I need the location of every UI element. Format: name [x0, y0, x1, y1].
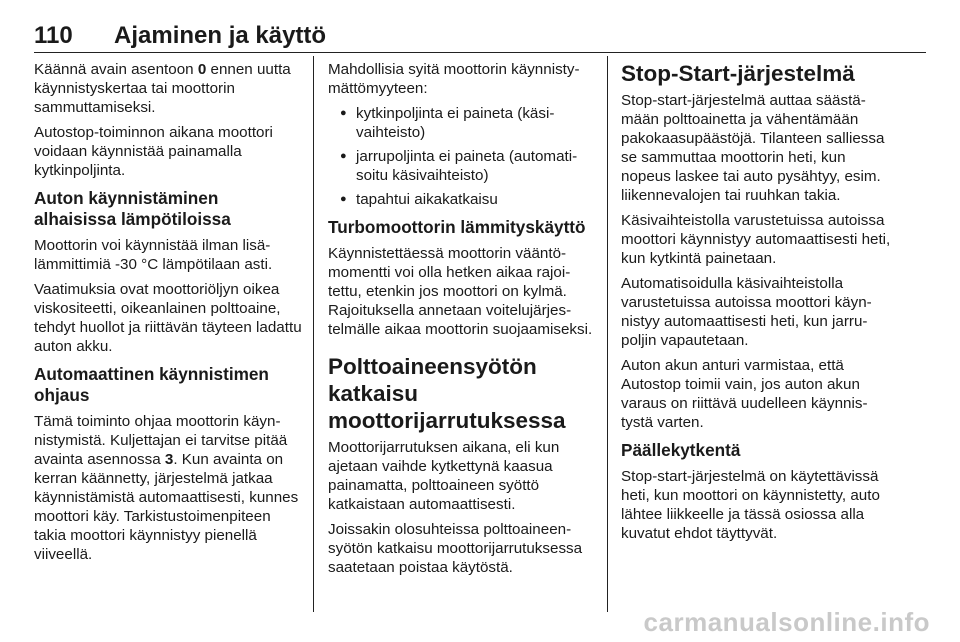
paragraph: Mahdollisia syitä moottorin käynnistymättömyyteen: — [328, 61, 580, 97]
column-2 — [328, 60, 596, 583]
list-item: ● jarrupoljinta ei paineta (automatisoitu käsivaihteisto) — [328, 147, 596, 185]
page-header — [34, 22, 926, 52]
chapter-title: Ajaminen ja käyttö — [114, 22, 327, 49]
heading-activation: Päällekytkentä — [621, 440, 741, 460]
column-divider-2 — [607, 56, 608, 612]
paragraph: Vaatimuksia ovat moottoriöljyn oikea viskositeetti, oikeanlainen polttoaine, tehdyt huollot ja riittävän täyteen ladattu auton akku. — [34, 281, 302, 355]
paragraph: Auton akun anturi varmistaa, että Autostop toimii vain, jos auton akun varaus on riittävä uudelleen käynnistystä varten. — [621, 357, 868, 431]
paragraph: Autostop-toiminnon aikana moottori voidaan käynnistää painamalla kytkinpoljinta. — [34, 124, 273, 179]
paragraph: Moottorijarrutuksen aikana, eli kun ajetaan vaihde kytkettynä kaasua painamatta, polttoaineen syöttö katkaistaan automaattisesti. — [328, 439, 560, 513]
heading-stop-start-system: Stop-Start-järjestelmä — [621, 61, 855, 86]
heading-turbo-warmup: Turbomoottorin lämmityskäyttö — [328, 217, 586, 237]
list-item: ● tapahtui aikakatkaisu — [328, 190, 596, 209]
column-1 — [34, 60, 304, 570]
page-number: 110 — [34, 22, 73, 49]
bullet-list — [328, 104, 596, 209]
header-rule — [34, 52, 926, 53]
paragraph: Stop-start-järjestelmä auttaa säästämään polttoainetta ja vähentämään pakokaasupäästöjä. Tilanteen salliessa se sammuttaa moottorin heti, kun nopeus laskee tai auto pysähtyy, esim. liikennevalojen tai ruuhkan takia. — [621, 92, 885, 204]
paragraph: Joissakin olosuhteissa polttoaineensyötön katkaisu moottorijarrutuksessa saatetaan poistaa käytöstä. — [328, 521, 583, 576]
paragraph: Moottorin voi käynnistää ilman lisälämmittimiä -30 °C lämpötilaan asti. — [34, 237, 273, 273]
watermark: carmanualsonline.info — [643, 607, 930, 637]
paragraph: Automatisoidulla käsivaihteistolla varustetuissa autoissa moottori käynnistyy automaattisesti heti, kun jarrupoljin vapautetaan. — [621, 275, 872, 349]
paragraph: Tämä toiminto ohjaa moottorin käynnistymistä. Kuljettajan ei tarvitse pitää avainta asennossa 3. Kun avainta on kerran käännetty, järjestelmä jatkaa käynnistämistä automaattisesti, kunnes moottori käy. Tarkistustoimenpiteen takia moottori käynnistyy pienellä viiveellä. — [34, 413, 299, 563]
column-divider-1 — [313, 56, 314, 612]
heading-low-temperature-start: Auton käynnistäminen alhaisissa lämpötiloissa — [34, 188, 231, 229]
paragraph: Käsivaihteistolla varustetuissa autoissa moottori käynnistyy automaattisesti heti, kun kytkintä painetaan. — [621, 212, 891, 267]
list-item: ● kytkinpoljinta ei paineta (käsivaihteisto) — [328, 104, 596, 142]
heading-automatic-starter-control: Automaattinen käynnistimen ohjaus — [34, 364, 269, 405]
paragraph: Käynnistettäessä moottorin vääntömomentti voi olla hetken aikaa rajoitettu, etenkin jos moottori on kylmä. Rajoituksella annetaan voitelujärjestelmälle aikaa moottorin suojaamiseksi. — [328, 245, 593, 338]
paragraph: Käännä avain asentoon 0 ennen uutta käynnistyskertaa tai moottorin sammuttamiseksi. — [34, 61, 291, 116]
heading-fuel-cutoff: Polttoaineensyötön katkaisu moottorijarrutuksessa — [328, 354, 566, 433]
column-3 — [621, 60, 893, 549]
paragraph: Stop-start-järjestelmä on käytettävissä heti, kun moottori on käynnistetty, auto lähtee liikkeelle ja tässä osiossa alla kuvatut ehdot täyttyvät. — [621, 468, 880, 542]
